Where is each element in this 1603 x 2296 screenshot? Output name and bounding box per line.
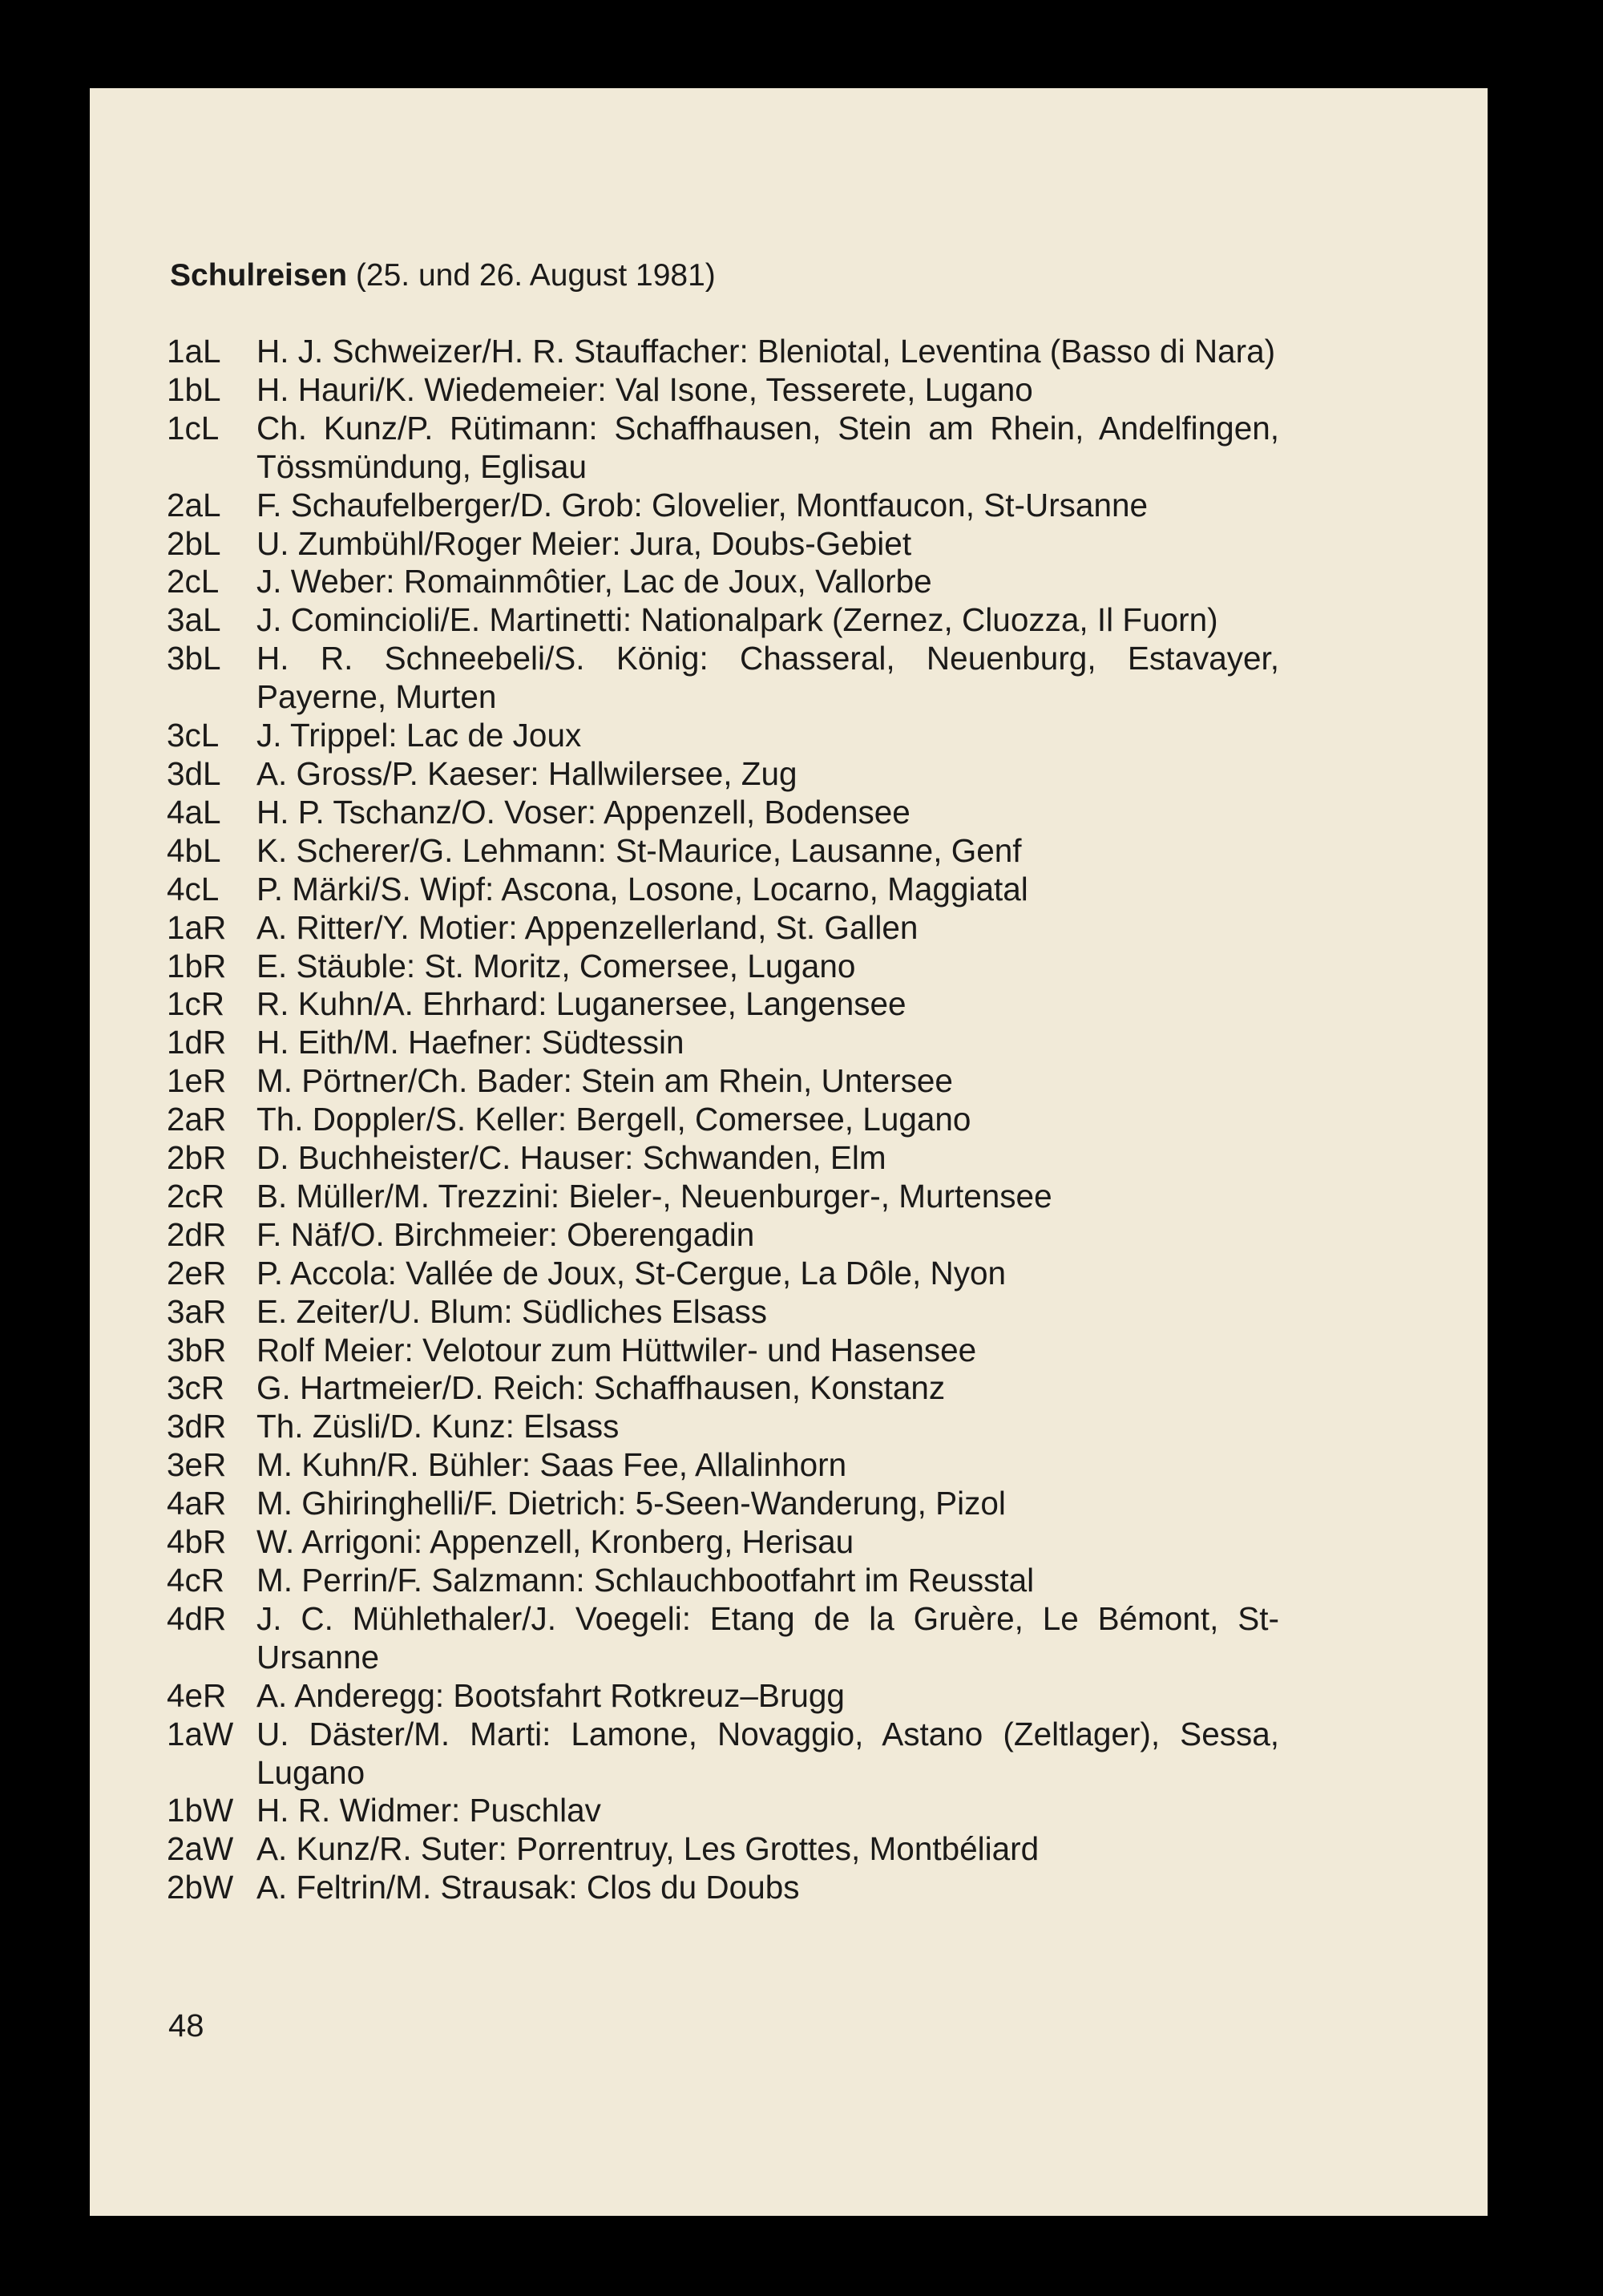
trip-description: P. Accola: Vallée de Joux, St-Cergue, La Dôle, Nyon [256,1254,1007,1292]
list-item [167,909,1369,948]
list-item [167,1562,1369,1600]
class-code: 4aL [167,793,221,831]
trip-description: Th. Züsli/D. Kunz: Elsass [256,1408,620,1445]
list-item [167,832,1369,871]
trip-description: M. Perrin/F. Salzmann: Schlauchbootfahrt im Reusstal [256,1562,1035,1599]
class-code: 1cL [167,409,220,447]
list-item [167,1369,1369,1408]
trip-description: Rolf Meier: Velotour zum Hüttwiler- und Hasensee [256,1331,977,1368]
trip-description: M. Kuhn/R. Bühler: Saas Fee, Allalinhorn [256,1446,847,1484]
trip-description: F. Schaufelberger/D. Grob: Glovelier, Montfaucon, St-Ursanne [256,486,1149,523]
trip-description: A. Feltrin/M. Strausak: Clos du Doubs [256,1869,800,1906]
list-item [167,1216,1369,1255]
list-item [167,410,1369,487]
trip-description: A. Anderegg: Bootsfahrt Rotkreuz–Brugg [256,1676,845,1714]
class-code: 1bL [167,370,221,408]
class-code: 4bR [167,1523,227,1561]
class-code: 1aW [167,1715,234,1752]
list-item [167,1792,1369,1830]
list-item [167,871,1369,909]
class-code: 2aL [167,486,221,523]
list-item [167,1062,1369,1101]
class-code: 3dL [167,754,221,792]
class-code: 4aR [167,1485,227,1522]
class-code: 1aL [167,333,221,370]
trip-description: A. Gross/P. Kaeser: Hallwilersee, Zug [256,754,797,792]
class-code: 1aR [167,908,227,946]
list-item [167,794,1369,832]
trip-list [167,333,1369,1907]
trip-description: P. Märki/S. Wipf: Ascona, Losone, Locarno, Maggiatal [256,870,1028,907]
list-item [167,640,1369,717]
list-item [167,1332,1369,1370]
heading-title: Schulreisen [170,258,348,293]
document-page [90,88,1488,2216]
class-code: 1eR [167,1062,227,1100]
trip-description: F. Näf/O. Birchmeier: Oberengadin [256,1215,755,1253]
list-item [167,371,1369,410]
class-code: 3bR [167,1331,227,1368]
list-item [167,1485,1369,1523]
trip-description: H. Eith/M. Haefner: Südtessin [256,1024,684,1061]
trip-description: M. Ghiringhelli/F. Dietrich: 5-Seen-Wanderung, Pizol [256,1485,1006,1522]
class-code: 4eR [167,1676,227,1714]
class-code: 4cL [167,870,220,907]
list-item [167,1101,1369,1139]
list-item [167,717,1369,755]
class-code: 1dR [167,1024,227,1061]
class-code: 3cL [167,717,220,754]
trip-description: H. J. Schweizer/H. R. Stauffacher: Bleniotal, Leventina (Basso di Nara) [256,333,1276,370]
class-code: 3eR [167,1446,227,1484]
class-code: 3dR [167,1408,227,1445]
trip-description: H. P. Tschanz/O. Voser: Appenzell, Bodensee [256,793,911,831]
class-code: 4dR [167,1599,227,1637]
class-code: 1bR [167,947,227,984]
list-item [167,948,1369,986]
list-item [167,985,1369,1024]
list-item [167,1255,1369,1293]
class-code: 2eR [167,1254,227,1292]
list-item [167,755,1369,794]
list-item [167,1178,1369,1216]
trip-description: J. Trippel: Lac de Joux [256,717,582,754]
trip-description: H. R. Schneebeli/S. König: Chasseral, Neuenburg, Estavayer, Payerne, Murten [256,640,1279,716]
trip-description: J. Weber: Romainmôtier, Lac de Joux, Vallorbe [256,563,932,600]
trip-description: Th. Doppler/S. Keller: Bergell, Comersee, Lugano [256,1101,971,1138]
trip-description: J. C. Mühlethaler/J. Voegeli: Etang de la Gruère, Le Bémont, St-Ursanne [256,1599,1279,1676]
list-item [167,601,1369,640]
class-code: 4bL [167,831,221,869]
class-code: 3bL [167,640,221,677]
list-item [167,1600,1369,1677]
list-item [167,1677,1369,1716]
page-number: 48 [168,2008,204,2043]
class-code: 2aW [167,1830,234,1868]
class-code: 2aR [167,1101,227,1138]
trip-description: A. Kunz/R. Suter: Porrentruy, Les Grottes, Montbéliard [256,1830,1040,1868]
list-item [167,525,1369,564]
list-item [167,1716,1369,1793]
class-code: 3cR [167,1369,225,1407]
class-code: 1cR [167,985,225,1023]
trip-description: U. Zumbühl/Roger Meier: Jura, Doubs-Gebiet [256,524,912,562]
class-code: 4cR [167,1562,225,1599]
trip-description: H. R. Widmer: Puschlav [256,1792,601,1829]
trip-description: Ch. Kunz/P. Rütimann: Schaffhausen, Stein am Rhein, Andelfingen, Tössmündung, Eglisau [256,409,1279,485]
list-item [167,1830,1369,1869]
trip-description: R. Kuhn/A. Ehrhard: Luganersee, Langensee [256,985,906,1023]
trip-description: G. Hartmeier/D. Reich: Schaffhausen, Konstanz [256,1369,946,1407]
trip-description: K. Scherer/G. Lehmann: St-Maurice, Lausanne, Genf [256,831,1022,869]
list-item [167,487,1369,525]
class-code: 3aR [167,1292,227,1330]
page-heading [170,258,716,293]
list-item [167,1139,1369,1178]
list-item [167,1446,1369,1485]
list-item [167,333,1369,371]
trip-description: J. Comincioli/E. Martinetti: Nationalpark (Zernez, Cluozza, Il Fuorn) [256,601,1218,639]
heading-date: (25. und 26. August 1981) [347,258,716,293]
trip-description: A. Ritter/Y. Motier: Appenzellerland, St. Gallen [256,908,919,946]
trip-description: E. Stäuble: St. Moritz, Comersee, Lugano [256,947,856,984]
list-item [167,1408,1369,1446]
list-item [167,1293,1369,1332]
class-code: 1bW [167,1792,234,1829]
class-code: 3aL [167,601,221,639]
trip-description: D. Buchheister/C. Hauser: Schwanden, Elm [256,1139,886,1177]
class-code: 2bR [167,1139,227,1177]
list-item [167,563,1369,601]
trip-description: U. Däster/M. Marti: Lamone, Novaggio, Astano (Zeltlager), Sessa, Lugano [256,1715,1279,1791]
class-code: 2bW [167,1869,234,1906]
class-code: 2bL [167,524,221,562]
list-item [167,1024,1369,1062]
trip-description: M. Pörtner/Ch. Bader: Stein am Rhein, Untersee [256,1062,953,1100]
list-item [167,1523,1369,1562]
class-code: 2cL [167,563,220,600]
trip-description: W. Arrigoni: Appenzell, Kronberg, Herisau [256,1523,854,1561]
trip-description: B. Müller/M. Trezzini: Bieler-, Neuenburger-, Murtensee [256,1177,1052,1215]
trip-description: H. Hauri/K. Wiedemeier: Val Isone, Tesserete, Lugano [256,370,1033,408]
trip-description: E. Zeiter/U. Blum: Südliches Elsass [256,1292,767,1330]
list-item [167,1869,1369,1907]
class-code: 2cR [167,1177,225,1215]
class-code: 2dR [167,1215,227,1253]
